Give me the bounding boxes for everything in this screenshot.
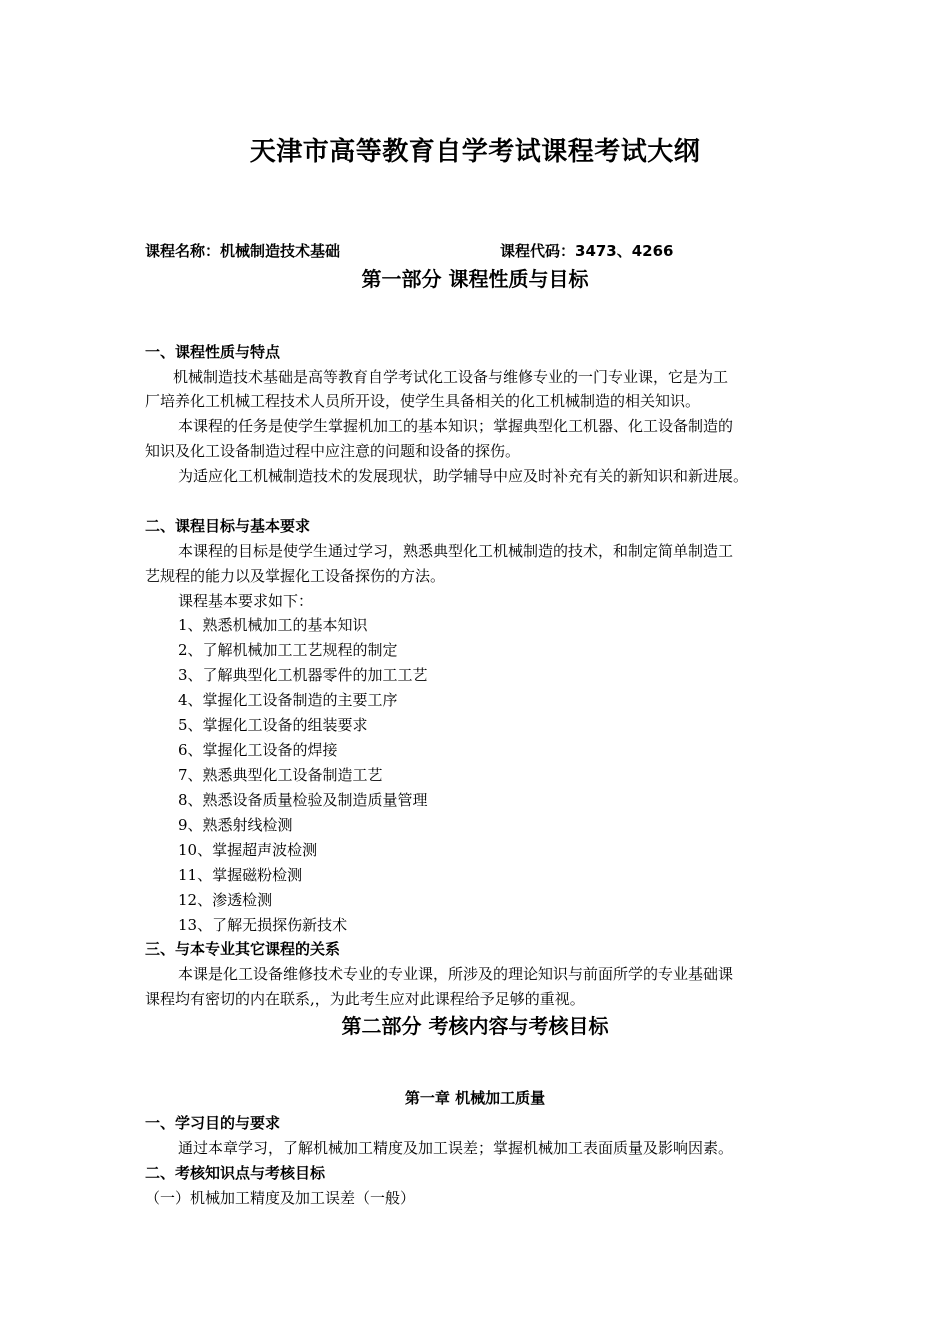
chapter1-title: 第一章 机械加工质量 [404,1089,546,1107]
requirement-item: 10、掌握超声波检测 [178,841,318,859]
course-code: 课程代码：3473、4266 [500,242,674,260]
section1-p3: 为适应化工机械制造技术的发展现状，助学辅导中应及时补充有关的新知识和新进展。 [178,467,749,485]
part2-title: 第二部分 考核内容与考核目标 [341,1014,609,1038]
requirement-item: 8、熟悉设备质量检验及制造质量管理 [178,791,428,809]
section3-p1-line1: 本课是化工设备维修技术专业的专业课，所涉及的理论知识与前面所学的专业基础课 [178,965,734,983]
chapter1-section2-heading: 二、考核知识点与考核目标 [145,1164,326,1182]
chapter1-section1-heading: 一、学习目的与要求 [145,1114,281,1132]
chapter1-item1: （一）机械加工精度及加工误差（一般） [145,1189,416,1207]
requirements-intro: 课程基本要求如下： [178,592,314,610]
requirement-item: 4、掌握化工设备制造的主要工序 [178,691,398,709]
section2-p1-line2: 艺规程的能力以及掌握化工设备探伤的方法。 [145,567,446,585]
section1-p2-line2: 知识及化工设备制造过程中应注意的问题和设备的探伤。 [145,442,521,460]
part1-title: 第一部分 课程性质与目标 [361,267,589,291]
course-name: 课程名称：机械制造技术基础 [145,242,341,260]
requirement-item: 11、掌握磁粉检测 [178,866,303,884]
requirement-item: 9、熟悉射线检测 [178,816,293,834]
chapter1-section1-text: 通过本章学习，了解机械加工精度及加工误差；掌握机械加工表面质量及影响因素。 [178,1139,734,1157]
section1-p1-line2: 厂培养化工机械工程技术人员所开设，使学生具备相关的化工机械制造的相关知识。 [145,392,701,410]
requirement-item: 13、了解无损探伤新技术 [178,916,348,934]
requirement-item: 2、了解机械加工工艺规程的制定 [178,641,398,659]
requirement-item: 7、熟悉典型化工设备制造工艺 [178,766,383,784]
section2-p1-line1: 本课程的目标是使学生通过学习，熟悉典型化工机械制造的技术，和制定简单制造工 [178,542,734,560]
section1-p1-line1: 机械制造技术基础是高等教育自学考试化工设备与维修专业的一门专业课，它是为工 [173,368,729,386]
section3-p1-line2: 课程均有密切的内在联系,，为此考生应对此课程给予足够的重视。 [145,990,585,1008]
section3-heading: 三、与本专业其它课程的关系 [145,940,341,958]
requirement-item: 1、熟悉机械加工的基本知识 [178,616,368,634]
requirement-item: 6、掌握化工设备的焊接 [178,741,338,759]
requirement-item: 12、渗透检测 [178,891,273,909]
requirement-item: 5、掌握化工设备的组装要求 [178,716,368,734]
document-title: 天津市高等教育自学考试课程考试大纲 [249,137,701,167]
requirement-item: 3、了解典型化工机器零件的加工工艺 [178,666,428,684]
section1-heading: 一、课程性质与特点 [145,343,281,361]
section1-p2-line1: 本课程的任务是使学生掌握机加工的基本知识；掌握典型化工机器、化工设备制造的 [178,417,734,435]
section2-heading: 二、课程目标与基本要求 [145,517,311,535]
